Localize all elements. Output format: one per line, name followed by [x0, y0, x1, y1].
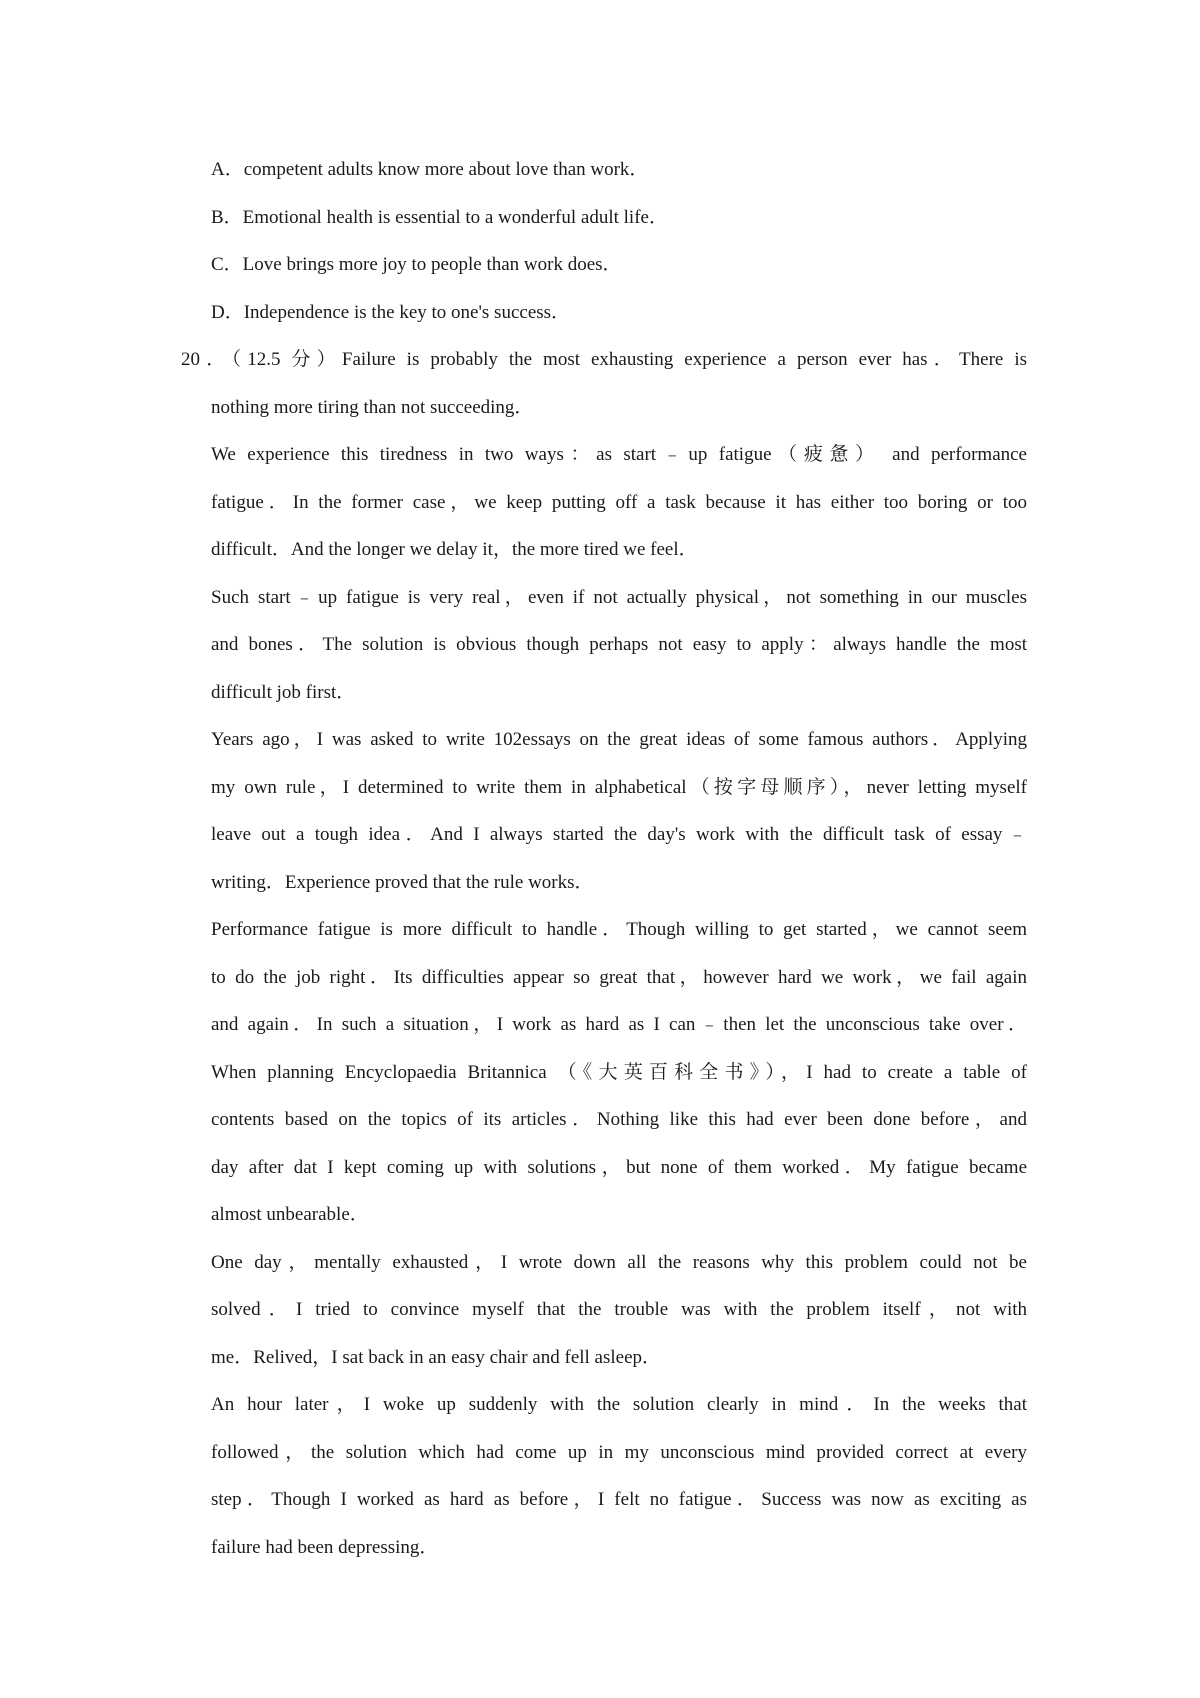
paragraph-line: When planning Encyclopaedia Britannica （《大英百科全书》），I had to create a table of — [211, 1062, 1027, 1083]
paragraph-line: failure had been depressing． — [211, 1537, 439, 1558]
option-c: C．Love brings more joy to people than work does． — [211, 254, 622, 275]
paragraph-line: me．Relived，I sat back in an easy chair and fell asleep． — [211, 1347, 662, 1368]
option-b: B．Emotional health is essential to a wonderful adult life． — [211, 207, 668, 228]
paragraph-line: almost unbearable． — [211, 1204, 369, 1225]
paragraph-line: difficult．And the longer we delay it，the more tired we feel． — [211, 539, 698, 560]
paragraph-line: my own rule，I determined to write them in alphabetical（按字母顺序），never letting myself — [211, 777, 1027, 798]
paragraph-line: and bones．The solution is obvious though perhaps not easy to apply：always handle the most — [211, 634, 1027, 655]
paragraph-line: One day，mentally exhausted，I wrote down all the reasons why this problem could not be — [211, 1252, 1027, 1273]
paragraph-line: step．Though I worked as hard as before，I felt no fatigue．Success was now as exciting as — [211, 1489, 1027, 1510]
option-d: D．Independence is the key to one's success． — [211, 302, 571, 323]
paragraph-line: An hour later，I woke up suddenly with the solution clearly in mind．In the weeks that — [211, 1394, 1027, 1415]
paragraph-line: followed，the solution which had come up in my unconscious mind provided correct at every — [211, 1442, 1027, 1463]
paragraph-line: fatigue．In the former case，we keep putting off a task because it has either too boring or too — [211, 492, 1027, 513]
paragraph-line: Such start﹣up fatigue is very real，even if not actually physical，not something in our muscles — [211, 587, 1027, 608]
option-a: A．competent adults know more about love than work． — [211, 159, 649, 180]
paragraph-line: writing．Experience proved that the rule works． — [211, 872, 594, 893]
question-header-line: 20．（12.5 分）Failure is probably the most exhausting experience a person ever has．There is — [181, 349, 1027, 370]
paragraph-line: Performance fatigue is more difficult to handle．Though willing to get started，we cannot seem — [211, 919, 1027, 940]
paragraph-line: difficult job first． — [211, 682, 356, 703]
paragraph-line: and again．In such a situation，I work as hard as I can﹣then let the unconscious take over． — [211, 1014, 1027, 1035]
paragraph-line: nothing more tiring than not succeeding． — [211, 397, 534, 418]
paragraph-line: to do the job right．Its difficulties appear so great that，however hard we work，we fail again — [211, 967, 1027, 988]
paragraph-line: We experience this tiredness in two ways：as start﹣up fatigue（疲惫） and performance — [211, 444, 1027, 465]
paragraph-line: day after dat I kept coming up with solutions，but none of them worked．My fatigue became — [211, 1157, 1027, 1178]
paragraph-line: leave out a tough idea．And I always started the day's work with the difficult task of essay﹣ — [211, 824, 1027, 845]
paragraph-line: contents based on the topics of its articles．Nothing like this had ever been done before，and — [211, 1109, 1027, 1130]
paragraph-line: solved．I tried to convince myself that the trouble was with the problem itself，not with — [211, 1299, 1027, 1320]
paragraph-line: Years ago，I was asked to write 102essays on the great ideas of some famous authors．Applying — [211, 729, 1027, 750]
